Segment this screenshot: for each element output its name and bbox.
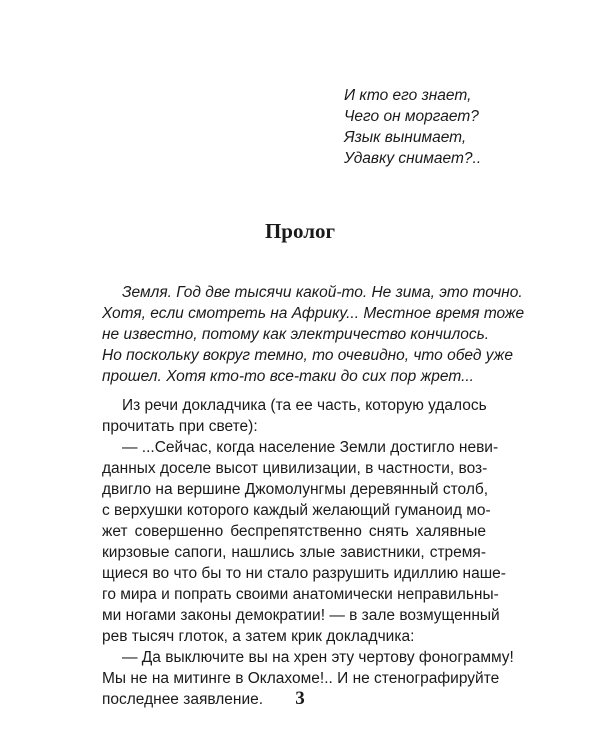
speech-line: — Да выключите вы на хрен эту чертову фонограмму! (122, 649, 514, 666)
speech-line: данных доселе высот цивилизации, в частности, воз- (102, 460, 488, 477)
epigraph-line: Удавку снимает?.. (344, 150, 482, 167)
intro-line: Но поскольку вокруг темно, то очевидно, что обед уже (102, 347, 513, 364)
intro-line: прошел. Хотя кто-то все-таки до сих пор жрет... (102, 368, 474, 385)
intro-paragraph (102, 282, 525, 387)
speech-line: кирзовые сапоги, нашлись злые завистники, стремя- (102, 544, 486, 561)
epigraph-line: И кто его знает, (344, 87, 472, 104)
intro-line: Хотя, если смотреть на Африку... Местное время тоже (102, 305, 525, 322)
epigraph-line: Чего он моргает? (344, 108, 479, 125)
speech-line: щиеся во что бы то ни стало разрушить идиллию наше- (102, 565, 506, 582)
speech-line: го мира и попрать своими анатомически неправильны- (102, 586, 499, 603)
speech-line: прочитать при свете): (102, 418, 258, 435)
speech-line: Из речи докладчика (та ее часть, которую удалось (122, 397, 487, 414)
speech-line: ми ногами законы демократии! — в зале возмущенный (102, 607, 500, 624)
speech-line: жет совершенно беспрепятственно снять халявные (102, 523, 486, 540)
page-number: 3 (295, 688, 305, 709)
speech-line: рев тысяч глоток, а затем крик докладчика: (102, 628, 415, 645)
speech-line: с верхушки которого каждый желающий гуманоид мо- (102, 502, 491, 519)
speech-line: двигло на вершине Джомолунгмы деревянный столб, (102, 481, 489, 498)
intro-line: не известно, потому как электричество кончилось. (102, 326, 490, 343)
speech-line: последнее заявление. (102, 691, 264, 708)
speech-line: Мы не на митинге в Оклахоме!.. И не стенографируйте (102, 670, 500, 687)
speech-paragraphs (102, 395, 514, 710)
epigraph-line: Язык вынимает, (344, 129, 467, 146)
intro-line: Земля. Год две тысячи какой-то. Не зима, это точно. (122, 284, 523, 301)
chapter-title: Пролог (264, 219, 336, 243)
epigraph (344, 85, 481, 169)
speech-line: — ...Сейчас, когда население Земли достигло неви- (122, 439, 499, 456)
